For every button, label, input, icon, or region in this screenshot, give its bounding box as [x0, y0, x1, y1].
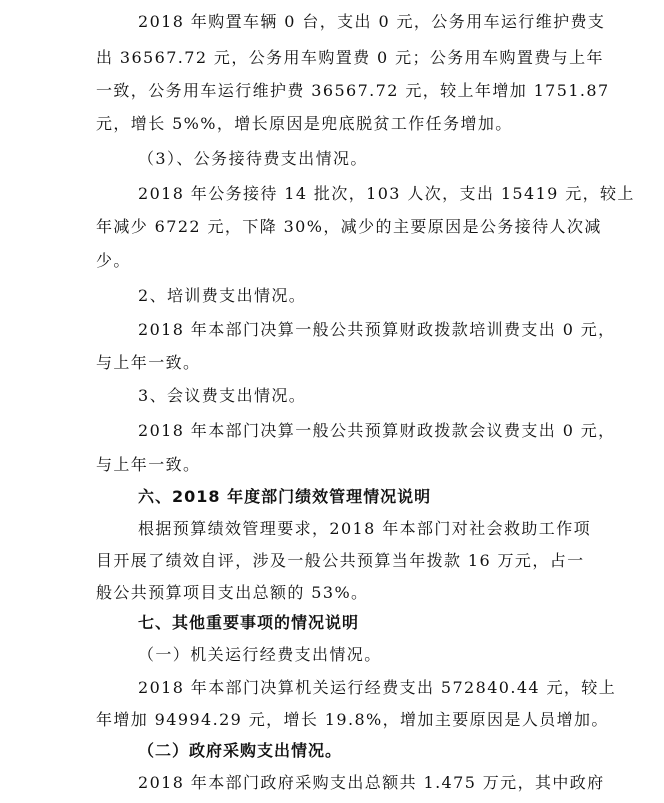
text-line: 一致，公务用车运行维护费 36567.72 元，较上年增加 1751.87: [96, 81, 610, 101]
section-heading: 六、2018 年度部门绩效管理情况说明: [138, 486, 432, 506]
text-line: 2018 年本部门政府采购支出总额共 1.475 万元，其中政府: [138, 773, 605, 792]
section-subheading: 2、培训费支出情况。: [138, 285, 307, 305]
section-heading: 七、其他重要事项的情况说明: [138, 613, 360, 633]
text-line: 与上年一致。: [96, 454, 201, 474]
text-line: 2018 年公务接待 14 批次，103 人次，支出 15419 元，较上: [138, 183, 635, 203]
section-subheading: （3）、公务接待费支出情况。: [138, 148, 368, 168]
text-line: 与上年一致。: [96, 353, 201, 373]
text-line: 少。: [96, 251, 131, 271]
text-line: 年减少 6722 元，下降 30%，减少的主要原因是公务接待人次减: [96, 217, 602, 237]
text-line: 2018 年本部门决算一般公共预算财政拨款培训费支出 0 元，: [138, 319, 616, 339]
section-subheading: 3、会议费支出情况。: [138, 386, 307, 406]
text-line: 出 36567.72 元，公务用车购置费 0 元；公务用车购置费与上年: [96, 47, 604, 67]
section-subheading: （二）政府采购支出情况。: [138, 741, 343, 761]
text-line: 根据预算绩效管理要求，2018 年本部门对社会救助工作项: [138, 519, 592, 539]
text-line: 元，增长 5%%，增长原因是兜底脱贫工作任务增加。: [96, 114, 513, 134]
text-line: 2018 年本部门决算一般公共预算财政拨款会议费支出 0 元，: [138, 420, 616, 440]
text-line: 般公共预算项目支出总额的 53%。: [96, 583, 369, 603]
text-line: 年增加 94994.29 元，增长 19.8%，增加主要原因是人员增加。: [96, 710, 609, 729]
text-line: 2018 年本部门决算机关运行经费支出 572840.44 元，较上: [138, 678, 617, 698]
text-line: 2018 年购置车辆 0 台，支出 0 元，公务用车运行维护费支: [138, 12, 606, 31]
text-line: 目开展了绩效自评，涉及一般公共预算当年拨款 16 万元，占一: [96, 551, 585, 571]
section-subheading: （一）机关运行经费支出情况。: [138, 645, 382, 665]
